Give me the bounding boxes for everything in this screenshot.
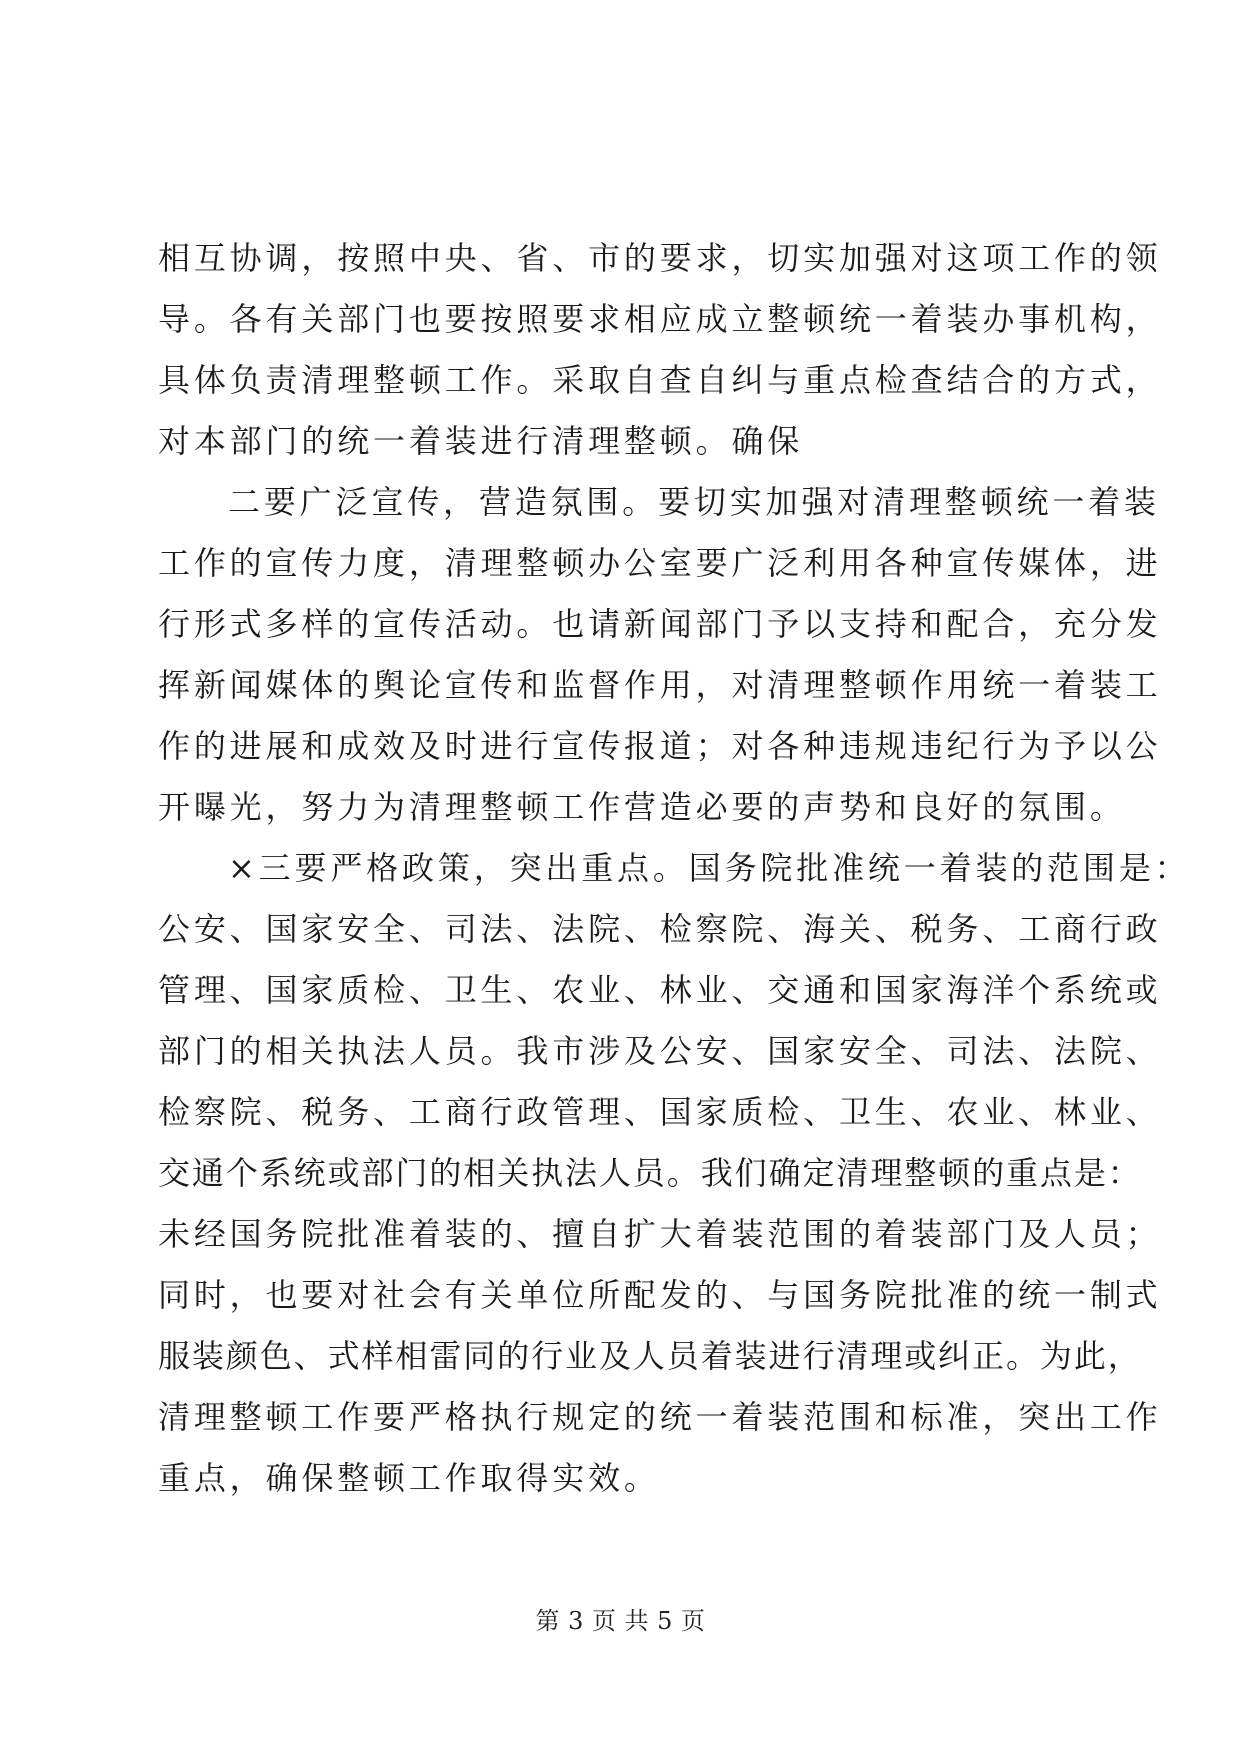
text-line: 部门的相关执法人员。我市涉及公安、国家安全、司法、法院、 <box>158 1032 1162 1070</box>
text-line: 开曝光，努力为清理整顿工作营造必要的声势和良好的氛围。 <box>158 788 1126 826</box>
text-line: 导。各有关部门也要按照要求相应成立整顿统一着装办事机构， <box>158 300 1162 338</box>
text-line: 服装颜色、式样相雷同的行业及人员着装进行清理或纠正。为此， <box>158 1337 1142 1375</box>
text-line: 检察院、税务、工商行政管理、国家质检、卫生、农业、林业、 <box>158 1093 1162 1131</box>
text-line: 具体负责清理整顿工作。采取自查自纠与重点检查结合的方式， <box>158 361 1162 399</box>
text-line: 作的进展和成效及时进行宣传报道；对各种违规违纪行为予以公 <box>158 727 1162 765</box>
text-line: 挥新闻媒体的舆论宣传和监督作用，对清理整顿作用统一着装工 <box>158 666 1162 704</box>
text-line: 未经国务院批准着装的、擅自扩大着装范围的着装部门及人员； <box>158 1215 1162 1253</box>
document-body <box>158 228 1191 1509</box>
text-line: 相互协调，按照中央、省、市的要求，切实加强对这项工作的领 <box>158 239 1162 277</box>
text-line: 同时，也要对社会有关单位所配发的、与国务院批准的统一制式 <box>158 1276 1162 1314</box>
paragraph-start-line: ×三要严格政策，突出重点。国务院批准统一着装的范围是： <box>228 849 1191 887</box>
text-line: 工作的宣传力度，清理整顿办公室要广泛利用各种宣传媒体，进 <box>158 544 1162 582</box>
text-line: 公安、国家安全、司法、法院、检察院、海关、税务、工商行政 <box>158 910 1162 948</box>
text-line: 交通个系统或部门的相关执法人员。我们确定清理整顿的重点是： <box>158 1154 1142 1192</box>
text-line: 管理、国家质检、卫生、农业、林业、交通和国家海洋个系统或 <box>158 971 1162 1009</box>
text-line: 清理整顿工作要严格执行规定的统一着装范围和标准，突出工作 <box>158 1398 1162 1436</box>
page-number-footer: 第 3 页 共 5 页 <box>535 1607 706 1635</box>
text-line: 对本部门的统一着装进行清理整顿。确保 <box>158 422 804 460</box>
paragraph-start-line: 二要广泛宣传，营造氛围。要切实加强对清理整顿统一着装 <box>228 483 1160 521</box>
text-line: 重点，确保整顿工作取得实效。 <box>158 1459 660 1497</box>
text-line: 行形式多样的宣传活动。也请新闻部门予以支持和配合，充分发 <box>158 605 1162 643</box>
